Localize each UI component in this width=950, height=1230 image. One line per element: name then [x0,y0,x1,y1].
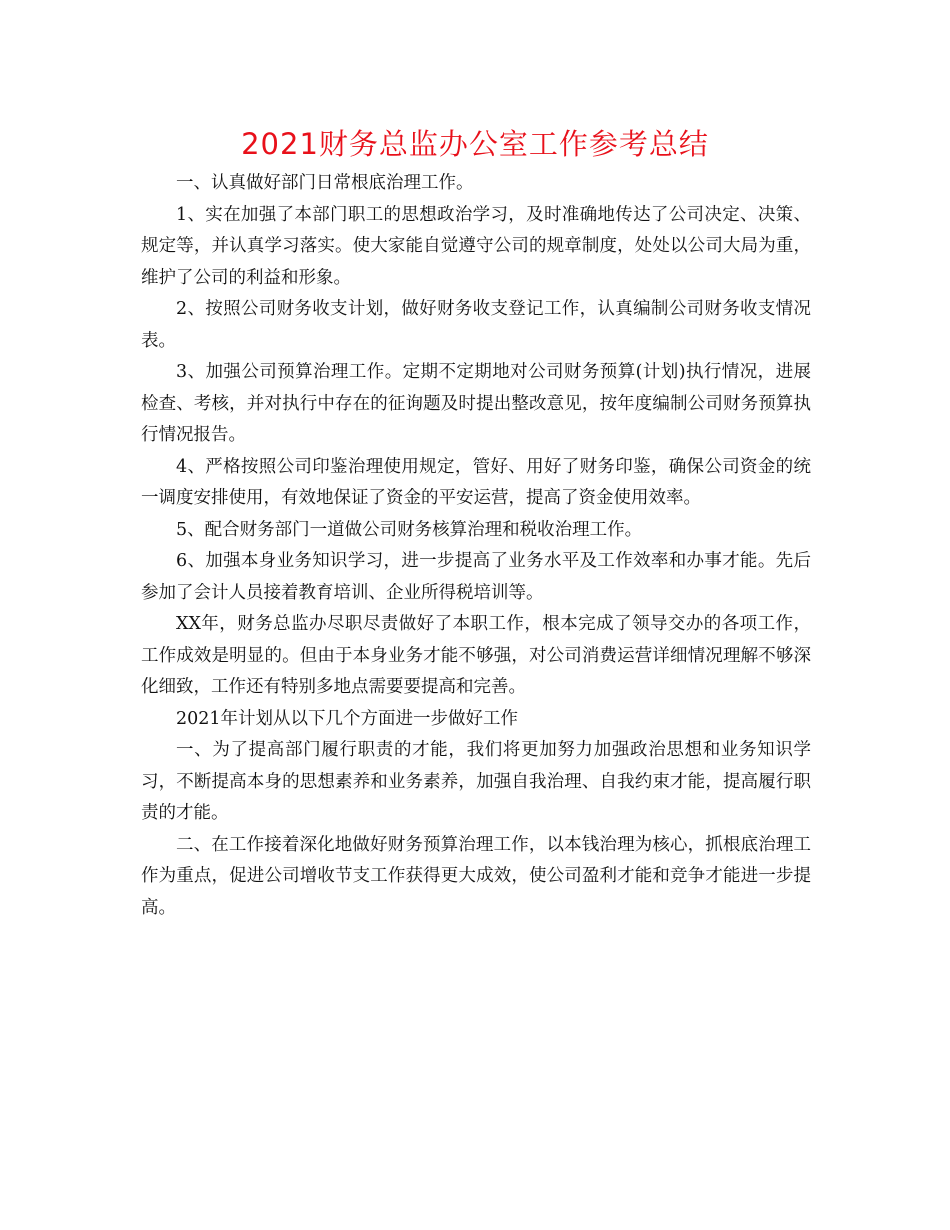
paragraph-item-1: 1、实在加强了本部门职工的思想政治学习，及时准确地传达了公司决定、决策、规定等，并认真学习落实。使大家能自觉遵守公司的规章制度，处处以公司大局为重，维护了公司的利益和形象。 [141,204,811,288]
paragraph-plan-one: 一、为了提高部门履行职责的才能，我们将更加努力加强政治思想和业务知识学习，不断提高本身的思想素养和业务素养，加强自我治理、自我约束才能，提高履行职责的才能。 [141,740,811,823]
paragraph-item-2: 2、按照公司财务收支计划，做好财务收支登记工作，认真编制公司财务收支情况表。 [141,299,811,351]
paragraph-item-4: 4、严格按照公司印鉴治理使用规定，管好、用好了财务印鉴，确保公司资金的统一调度安排使用，有效地保证了资金的平安运营，提高了资金使用效率。 [141,456,811,508]
paragraph-section-one-heading: 一、认真做好部门日常根底治理工作。 [176,173,474,193]
paragraph-item-5: 5、配合财务部门一道做公司财务核算治理和税收治理工作。 [176,519,643,540]
paragraph-plan-heading: 2021年计划从以下几个方面进一步做好工作 [176,708,519,729]
paragraph-plan-two: 二、在工作接着深化地做好财务预算治理工作，以本钱治理为核心，抓根底治理工作为重点，促进公司增收节支工作获得更大成效，使公司盈利才能和竞争才能进一步提高。 [141,834,811,918]
paragraph-item-6: 6、加强本身业务知识学习，进一步提高了业务水平及工作效率和办事才能。先后参加了会计人员接着教育培训、企业所得税培训等。 [141,551,811,603]
document-body [141,168,811,924]
document-title: 2021财务总监办公室工作参考总结 [241,127,709,161]
paragraph-year-summary: XX年，财务总监办尽职尽责做好了本职工作，根本完成了领导交办的各项工作，工作成效是明显的。但由于本身业务才能不够强，对公司消费运营详细情况理解不够深化细致，工作还有特别多地点需要要提高和完善。 [141,614,811,697]
paragraph-item-3: 3、加强公司预算治理工作。定期不定期地对公司财务预算(计划)执行情况，进展检查、考核，并对执行中存在的征询题及时提出整改意见，按年度编制公司财务预算执行情况报告。 [141,362,811,445]
